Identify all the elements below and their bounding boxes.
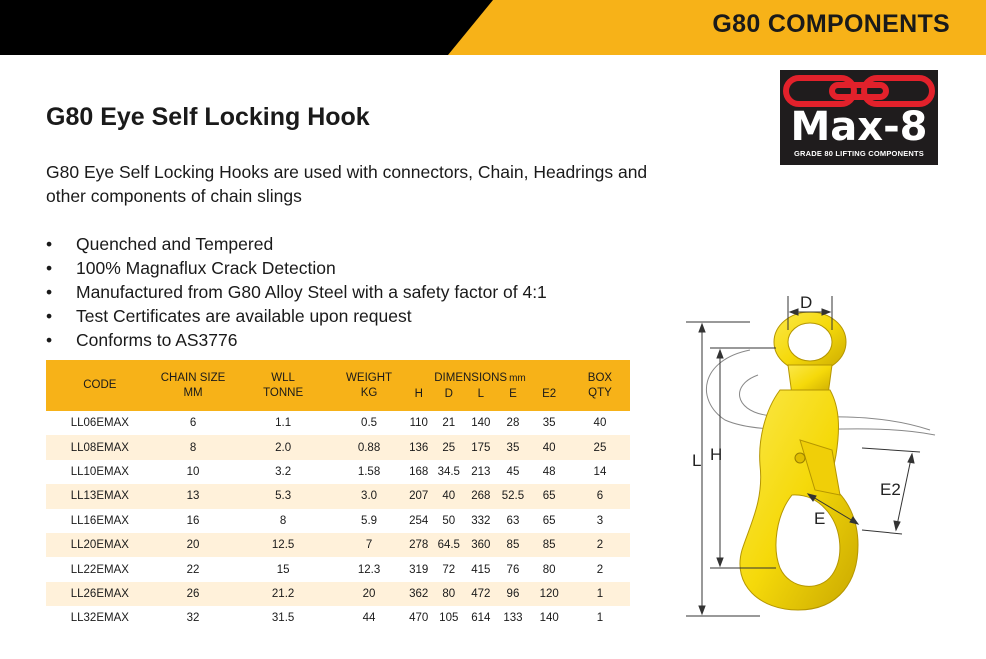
cell-code: LL26EMAX — [70, 587, 129, 600]
cell-e2: 35 — [542, 417, 556, 430]
cell-wll: 15 — [276, 563, 290, 576]
cell-wll: 5.3 — [275, 490, 292, 503]
feature-list — [46, 232, 547, 352]
feature-item — [46, 232, 547, 256]
cell-code: LL16EMAX — [70, 514, 129, 527]
cell-weight: 0.88 — [357, 441, 381, 454]
cell-h: 319 — [409, 563, 429, 576]
cell-d: 50 — [442, 514, 456, 527]
bullet-icon: • — [46, 258, 53, 278]
cell-code: LL22EMAX — [70, 563, 129, 576]
col-header-l: L — [477, 388, 485, 400]
feature-text: 100% Magnaflux Crack Detection — [76, 258, 336, 278]
col-header-chain-size: CHAIN SIZE MM — [160, 371, 226, 399]
col-header-e2: E2 — [542, 388, 557, 400]
table-row — [46, 557, 630, 581]
cell-code: LL06EMAX — [70, 417, 129, 430]
cell-weight: 44 — [362, 612, 376, 625]
label-e2: E2 — [880, 480, 901, 499]
cell-e2: 65 — [542, 490, 556, 503]
cell-d: 40 — [442, 490, 456, 503]
dimensions-group-label: DIMENSIONS mm — [434, 372, 526, 384]
table-row — [46, 484, 630, 508]
cell-e2: 85 — [542, 539, 556, 552]
col-header-d: D — [444, 388, 453, 400]
table-body — [46, 411, 630, 631]
cell-code: LL08EMAX — [70, 441, 129, 454]
cell-e2: 120 — [539, 587, 559, 600]
cell-e2: 80 — [542, 563, 556, 576]
label-h: H — [710, 445, 723, 464]
feature-text: Manufactured from G80 Alloy Steel with a safety factor of 4:1 — [76, 282, 547, 302]
cell-chain-size: 16 — [186, 514, 200, 527]
cell-e: 28 — [506, 417, 520, 430]
label-l: L — [692, 451, 702, 470]
cell-l: 360 — [471, 539, 491, 552]
latch-pin — [795, 453, 805, 463]
bullet-icon: • — [46, 234, 53, 254]
cell-e2: 65 — [542, 514, 556, 527]
cell-e: 76 — [506, 563, 520, 576]
cell-wll: 12.5 — [271, 539, 295, 552]
cell-box-qty: 2 — [596, 539, 604, 552]
cell-d: 25 — [442, 441, 456, 454]
cell-e: 52.5 — [501, 490, 525, 503]
feature-item — [46, 304, 547, 328]
table-header-row — [46, 360, 630, 411]
cell-code: LL10EMAX — [70, 465, 129, 478]
cell-box-qty: 1 — [596, 612, 604, 625]
table-row — [46, 509, 630, 533]
feature-item — [46, 328, 547, 352]
cell-e: 63 — [506, 514, 520, 527]
cell-chain-size: 13 — [186, 490, 200, 503]
cell-box-qty: 1 — [596, 587, 604, 600]
bullet-icon: • — [46, 306, 53, 326]
col-header-wll: WLL TONNE — [263, 371, 304, 399]
cell-chain-size: 8 — [189, 441, 197, 454]
cell-d: 21 — [442, 417, 456, 430]
logo-tagline: GRADE 80 LIFTING COMPONENTS — [794, 149, 924, 158]
cell-weight: 5.9 — [361, 514, 378, 527]
cell-l: 332 — [471, 514, 491, 527]
cell-l: 614 — [471, 612, 491, 625]
cell-h: 278 — [409, 539, 429, 552]
hook-eye — [774, 312, 846, 372]
feature-text: Quenched and Tempered — [76, 234, 274, 254]
cell-code: LL32EMAX — [70, 612, 129, 625]
bullet-icon: • — [46, 282, 53, 302]
col-header-box-qty: BOX QTY — [587, 371, 613, 399]
col-header-h: DIMENSIONS mm H — [414, 372, 526, 400]
cell-l: 415 — [471, 563, 491, 576]
cell-code: LL13EMAX — [70, 490, 129, 503]
cell-e: 96 — [506, 587, 520, 600]
cell-wll: 8 — [279, 514, 287, 527]
cell-wll: 1.1 — [275, 417, 292, 430]
cell-wll: 31.5 — [271, 612, 295, 625]
header-title: G80 COMPONENTS — [712, 10, 950, 38]
cell-h: 470 — [409, 612, 429, 625]
cell-weight: 12.3 — [357, 563, 381, 576]
cell-weight: 3.0 — [361, 490, 378, 503]
cell-e: 133 — [503, 612, 523, 625]
cell-h: 168 — [409, 465, 429, 478]
col-header-e: E — [509, 388, 517, 400]
cell-h: 207 — [409, 490, 429, 503]
cell-l: 175 — [471, 441, 491, 454]
cell-d: 72 — [442, 563, 456, 576]
cell-weight: 7 — [365, 539, 373, 552]
spec-table — [46, 360, 630, 631]
cell-box-qty: 6 — [596, 490, 604, 503]
cell-wll: 21.2 — [271, 587, 295, 600]
table-row — [46, 606, 630, 630]
hook-diagram — [680, 290, 980, 630]
intro-paragraph: G80 Eye Self Locking Hooks are used with connectors, Chain, Headrings and other components of chain slings — [46, 162, 648, 206]
col-header-weight: WEIGHT KG — [346, 371, 393, 399]
table-row — [46, 435, 630, 459]
cell-chain-size: 6 — [189, 417, 197, 430]
cell-d: 80 — [442, 587, 456, 600]
cell-e2: 40 — [542, 441, 556, 454]
cell-h: 362 — [409, 587, 429, 600]
bullet-icon: • — [46, 330, 53, 350]
cell-h: 254 — [409, 514, 429, 527]
cell-l: 213 — [471, 465, 491, 478]
cell-l: 472 — [471, 587, 491, 600]
cell-box-qty: 40 — [593, 417, 607, 430]
table-row — [46, 582, 630, 606]
cell-chain-size: 20 — [186, 539, 200, 552]
cell-box-qty: 14 — [593, 465, 607, 478]
logo-wordmark: Max-8 — [790, 104, 928, 150]
cell-weight: 0.5 — [361, 417, 378, 430]
feature-item — [46, 256, 547, 280]
cell-chain-size: 32 — [186, 612, 200, 625]
cell-e2: 48 — [542, 465, 556, 478]
cell-chain-size: 10 — [186, 465, 200, 478]
feature-item — [46, 280, 547, 304]
page-title: G80 Eye Self Locking Hook — [46, 103, 370, 131]
table-row — [46, 533, 630, 557]
cell-d: 34.5 — [437, 465, 460, 478]
cell-e: 85 — [506, 539, 520, 552]
feature-text: Conforms to AS3776 — [76, 330, 238, 350]
cell-chain-size: 26 — [186, 587, 200, 600]
col-header-code: CODE — [83, 379, 117, 391]
label-d: D — [800, 293, 813, 312]
cell-wll: 3.2 — [275, 465, 292, 478]
feature-text: Test Certificates are available upon request — [76, 306, 412, 326]
cell-h: 136 — [409, 441, 429, 454]
cell-d: 64.5 — [437, 539, 460, 552]
cell-e: 35 — [506, 441, 520, 454]
max8-logo — [780, 70, 938, 165]
cell-h: 110 — [409, 417, 428, 430]
cell-e2: 140 — [539, 612, 559, 625]
cell-chain-size: 22 — [186, 563, 200, 576]
cell-d: 105 — [439, 612, 459, 625]
cell-e: 45 — [506, 465, 520, 478]
cell-l: 268 — [471, 490, 491, 503]
label-e: E — [814, 509, 826, 528]
table-row — [46, 460, 630, 484]
cell-box-qty: 3 — [596, 514, 604, 527]
cell-weight: 20 — [362, 587, 376, 600]
cell-wll: 2.0 — [275, 441, 292, 454]
cell-l: 140 — [471, 417, 491, 430]
table-row — [46, 411, 630, 435]
cell-box-qty: 2 — [596, 563, 604, 576]
cell-weight: 1.58 — [357, 465, 381, 478]
cell-box-qty: 25 — [593, 441, 607, 454]
cell-code: LL20EMAX — [70, 539, 129, 552]
